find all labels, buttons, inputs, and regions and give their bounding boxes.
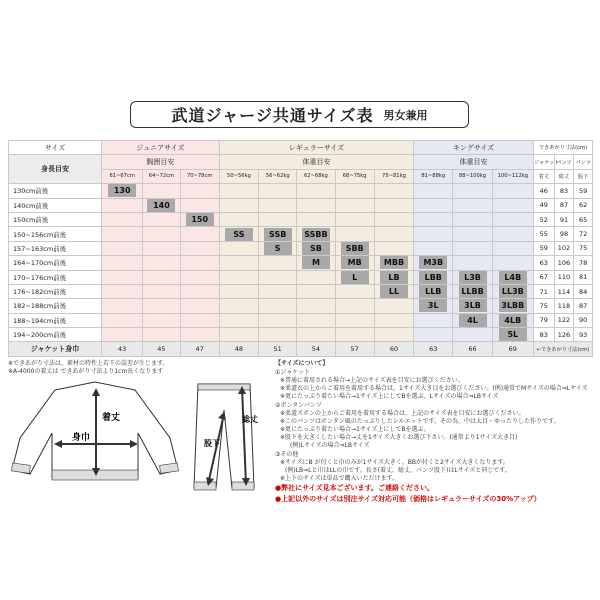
size-cell <box>180 270 219 284</box>
range-cell: 50~56kg <box>219 169 258 183</box>
size-cell <box>297 241 335 255</box>
size-cell <box>453 256 492 270</box>
range-cell: 68~75kg <box>335 169 374 183</box>
size-cell <box>374 184 413 198</box>
size-cell <box>453 284 492 298</box>
size-cell <box>219 227 258 241</box>
size-cell <box>374 299 413 313</box>
height-cell: 188~194cm前後 <box>9 313 102 327</box>
chest-guide-header: 胸囲目安 <box>102 155 220 169</box>
size-cell <box>219 313 258 327</box>
dimension-cell: 81 <box>574 270 593 284</box>
size-badge: 3L <box>419 299 447 312</box>
section-3c: ※上下のサイズは単品で購入いただけます。 <box>280 475 399 482</box>
pants-header-2: パンツ <box>574 155 593 169</box>
height-cell: 164~170cm前後 <box>9 256 102 270</box>
size-cell <box>335 198 374 212</box>
size-cell <box>102 212 143 226</box>
section-1c: ※更にたっぷり着たい場合→1サイズ上にしてBを選ぶ。Lサイズの場合⇒LBサイズ <box>280 393 499 400</box>
size-cell <box>453 184 492 198</box>
height-cell: 176~182cm前後 <box>9 284 102 298</box>
size-cell <box>143 328 180 342</box>
size-cell <box>335 313 374 327</box>
pants-waist-label: 総丈 <box>242 415 258 424</box>
size-cell <box>492 313 533 327</box>
finished-size-note: ←できあがり寸法(cm) <box>533 342 592 356</box>
size-cell <box>259 299 297 313</box>
size-cell <box>180 256 219 270</box>
size-cell <box>414 270 453 284</box>
size-cell <box>374 227 413 241</box>
page-title: 武道ジャージ共通サイズ表 <box>171 106 374 125</box>
dimension-cell: 87 <box>554 198 574 212</box>
jacket-width-cell: 45 <box>143 342 180 356</box>
size-cell <box>219 284 258 298</box>
dimension-cell: 78 <box>574 256 593 270</box>
size-cell <box>414 212 453 226</box>
range-cell: 75~81kg <box>374 169 413 183</box>
dimension-cell: 98 <box>554 227 574 241</box>
height-cell: 182~188cm前後 <box>9 299 102 313</box>
height-cell: 150~156cm前後 <box>9 227 102 241</box>
size-cell <box>374 256 413 270</box>
size-cell <box>297 284 335 298</box>
size-cell <box>143 256 180 270</box>
size-cell <box>102 270 143 284</box>
dimension-cell: 59 <box>574 184 593 198</box>
size-cell <box>414 313 453 327</box>
size-cell <box>143 313 180 327</box>
size-cell <box>259 256 297 270</box>
size-badge: 3LBB <box>499 299 527 312</box>
dimension-cell: 90 <box>574 313 593 327</box>
size-cell <box>180 198 219 212</box>
size-cell <box>414 241 453 255</box>
dimension-cell: 72 <box>574 227 593 241</box>
table-row <box>9 227 593 241</box>
size-cell <box>219 241 258 255</box>
size-badge: LL <box>380 285 408 298</box>
size-cell <box>492 241 533 255</box>
size-cell <box>414 284 453 298</box>
size-cell <box>219 256 258 270</box>
size-cell <box>414 299 453 313</box>
size-cell <box>492 284 533 298</box>
size-cell <box>335 241 374 255</box>
range-cell: 64~72cm <box>143 169 180 183</box>
jacket-width-label: ジャケット身巾 <box>9 342 102 356</box>
size-cell <box>374 241 413 255</box>
dimension-cell: 59 <box>533 241 554 255</box>
section-2c: ※更にたっぷり着たい場合→1サイズ上にしてBを選ぶ。 <box>280 426 430 433</box>
size-cell <box>297 212 335 226</box>
dimension-cell: 55 <box>533 227 554 241</box>
size-cell <box>374 270 413 284</box>
size-cell <box>335 227 374 241</box>
jacket-width-cell: 54 <box>297 342 335 356</box>
size-cell <box>335 270 374 284</box>
dimension-cell: 71 <box>533 284 554 298</box>
section-1: ①ジャケット <box>275 369 310 376</box>
size-cell <box>102 227 143 241</box>
height-cell: 194~200cm前後 <box>9 328 102 342</box>
dimension-cell: 75 <box>574 241 593 255</box>
dimension-cell: 49 <box>533 198 554 212</box>
size-badge: L3B <box>459 271 487 284</box>
size-cell <box>180 313 219 327</box>
size-cell <box>297 270 335 284</box>
size-cell <box>102 198 143 212</box>
size-cell <box>219 198 258 212</box>
height-cell: 130cm前後 <box>9 184 102 198</box>
size-cell <box>219 184 258 198</box>
dimension-cell: 118 <box>554 299 574 313</box>
dimension-cell: 67 <box>533 270 554 284</box>
size-cell <box>414 198 453 212</box>
size-cell <box>180 212 219 226</box>
dimension-cell: 87 <box>574 299 593 313</box>
height-cell: 170~176cm前後 <box>9 270 102 284</box>
size-cell <box>297 256 335 270</box>
size-cell <box>335 184 374 198</box>
weight-guide-header: 体重目安 <box>219 155 413 169</box>
jacket-diagram <box>10 378 180 488</box>
jacket-header: ジャケット <box>533 155 554 169</box>
size-table <box>8 140 593 357</box>
jacket-width-cell: 57 <box>335 342 374 356</box>
jacket-width-cell: 43 <box>102 342 143 356</box>
size-cell <box>180 184 219 198</box>
waist-header: 総丈 <box>554 169 574 183</box>
size-cell <box>219 212 258 226</box>
size-cell <box>492 212 533 226</box>
size-cell <box>335 256 374 270</box>
dimension-cell: 65 <box>574 212 593 226</box>
dimension-cell: 110 <box>554 270 574 284</box>
size-cell <box>143 299 180 313</box>
size-cell <box>143 212 180 226</box>
size-cell <box>492 256 533 270</box>
size-cell <box>453 328 492 342</box>
size-badge: MB <box>341 256 369 269</box>
section-2: ②ボンタンパンツ <box>275 402 322 409</box>
size-badge: MBB <box>380 256 408 269</box>
size-cell <box>414 227 453 241</box>
size-cell <box>180 299 219 313</box>
size-cell <box>143 184 180 198</box>
size-cell <box>259 284 297 298</box>
size-badge: LL3B <box>499 285 527 298</box>
size-cell <box>102 184 143 198</box>
height-cell: 140cm前後 <box>9 198 102 212</box>
table-row <box>9 184 593 198</box>
size-badge: S <box>264 242 292 255</box>
dimension-cell: 114 <box>554 284 574 298</box>
table-row <box>9 313 593 327</box>
range-cell: 61~67cm <box>102 169 143 183</box>
height-cell: 157~163cm前後 <box>9 241 102 255</box>
size-cell <box>219 270 258 284</box>
regular-header: レギュラーサイズ <box>219 141 413 155</box>
junior-header: ジュニアサイズ <box>102 141 220 155</box>
size-badge: 5L <box>499 328 527 341</box>
dimension-cell: 84 <box>574 284 593 298</box>
size-badge: LLB <box>419 285 447 298</box>
dimension-cell: 79 <box>533 313 554 327</box>
page-subtitle: 男女兼用 <box>383 108 428 122</box>
section-1b: ※柔道衣の上からご着用を着用する場合は、1サイズ大き目をお選びください。(例)通常でMサイズの場合⇒Lサイズ <box>280 385 588 392</box>
jacket-width-cell: 48 <box>219 342 258 356</box>
jacket-width-cell: 51 <box>259 342 297 356</box>
size-cell <box>143 284 180 298</box>
range-cell: 56~62kg <box>259 169 297 183</box>
size-cell <box>102 284 143 298</box>
size-cell <box>297 313 335 327</box>
table-row <box>9 198 593 212</box>
size-badge: M <box>302 256 330 269</box>
dimension-cell: 46 <box>533 184 554 198</box>
size-cell <box>143 270 180 284</box>
size-cell <box>259 313 297 327</box>
size-badge: SSBB <box>302 228 330 241</box>
dimension-cell: 106 <box>554 256 574 270</box>
size-badge: M3B <box>419 256 447 269</box>
section-3b: (例)LB⇒Lと巾はLLの巾です。長さ(着丈、総丈、パンツ股下)はLサイズと同じです。 <box>285 467 511 474</box>
inseam-header: 股下 <box>574 169 593 183</box>
size-cell <box>453 227 492 241</box>
length-header: 着丈 <box>533 169 554 183</box>
size-cell <box>453 241 492 255</box>
king-weight-guide-header: 体重目安 <box>414 155 534 169</box>
size-cell <box>335 299 374 313</box>
size-cell <box>374 212 413 226</box>
size-cell <box>374 198 413 212</box>
king-header: キングサイズ <box>414 141 534 155</box>
size-cell <box>492 299 533 313</box>
size-cell <box>180 227 219 241</box>
size-cell <box>492 184 533 198</box>
dimension-cell: 122 <box>554 313 574 327</box>
table-row <box>9 299 593 313</box>
size-cell <box>414 328 453 342</box>
dimension-cell: 126 <box>554 328 574 342</box>
finished-size-header: できあがり寸法(cm) <box>533 141 592 155</box>
size-badge: L <box>341 271 369 284</box>
size-badge: SS <box>225 228 253 241</box>
table-row <box>9 270 593 284</box>
size-badge: 130 <box>108 184 136 197</box>
size-cell <box>492 227 533 241</box>
range-cell: 88~100kg <box>453 169 492 183</box>
table-row <box>9 212 593 226</box>
section-2b: ※このパンツはボンタン風のたっぷりしたシルエットです。その為、中は太目・ゆったりした作りです。 <box>280 418 560 425</box>
size-cell <box>492 270 533 284</box>
size-cell <box>180 328 219 342</box>
dimension-cell: 102 <box>554 241 574 255</box>
size-cell <box>102 313 143 327</box>
size-cell <box>453 299 492 313</box>
size-cell <box>453 313 492 327</box>
size-cell <box>414 256 453 270</box>
note-2: ※A-4000の着丈は できあがり寸法より1cm長くなります <box>8 368 164 375</box>
size-cell <box>492 328 533 342</box>
section-2e: (例)Lサイズの場合⇒LBサイズ <box>290 442 370 449</box>
about-heading: 【サイズについて】 <box>275 360 329 367</box>
size-badge: LLBB <box>459 285 487 298</box>
size-cell <box>297 227 335 241</box>
size-cell <box>453 198 492 212</box>
size-badge: LBB <box>419 271 447 284</box>
note-1: ※できあがり寸法は、素材の特性上若干の誤差が生じます。 <box>8 360 169 367</box>
size-cell <box>259 212 297 226</box>
size-cell <box>374 313 413 327</box>
jacket-width-cell: 66 <box>453 342 492 356</box>
pants-diagram <box>184 380 264 495</box>
height-guide-header: 身長目安 <box>9 155 102 184</box>
section-3a: ※サイズにB が付くと巾のみが1サイズ大きく、BBが付くと2サイズ大きくなります。 <box>280 459 509 466</box>
jacket-length-label: 着丈 <box>102 413 121 423</box>
size-badge: 150 <box>186 213 214 226</box>
size-cell <box>492 198 533 212</box>
section-1a: ※普通に着用される場合→上記のサイズ表を目安にお選びください。 <box>280 377 464 384</box>
dimension-cell: 91 <box>554 212 574 226</box>
size-cell <box>453 212 492 226</box>
size-badge: SB <box>302 242 330 255</box>
dimension-cell: 52 <box>533 212 554 226</box>
size-cell <box>453 270 492 284</box>
size-cell <box>297 328 335 342</box>
dimension-cell: 93 <box>574 328 593 342</box>
size-cell <box>374 284 413 298</box>
size-cell <box>259 198 297 212</box>
jacket-width-cell: 47 <box>180 342 219 356</box>
table-row <box>9 328 593 342</box>
size-badge: 4LB <box>499 314 527 327</box>
size-cell <box>335 328 374 342</box>
size-badge: SSB <box>264 228 292 241</box>
size-cell <box>180 284 219 298</box>
size-cell <box>335 212 374 226</box>
range-cell: 62~68kg <box>297 169 335 183</box>
size-cell <box>102 241 143 255</box>
size-cell <box>259 184 297 198</box>
dimension-cell: 83 <box>533 328 554 342</box>
range-cell: 100~112kg <box>492 169 533 183</box>
height-cell: 150cm前後 <box>9 212 102 226</box>
size-cell <box>219 328 258 342</box>
dimension-cell: 62 <box>574 198 593 212</box>
size-cell <box>143 227 180 241</box>
size-cell <box>335 284 374 298</box>
jacket-width-cell: 63 <box>414 342 453 356</box>
size-cell <box>297 299 335 313</box>
size-cell <box>374 328 413 342</box>
table-row <box>9 284 593 298</box>
jacket-width-cell: 60 <box>374 342 413 356</box>
dimension-cell: 83 <box>554 184 574 198</box>
size-badge: 3LB <box>459 299 487 312</box>
jacket-chest-label: 身巾 <box>72 433 91 443</box>
size-cell <box>102 299 143 313</box>
section-2d: ※股下を大きくしたい場合→丈を1サイズ大きくお選び下さい。(通常より1サイズ大き目) <box>280 434 518 441</box>
size-cell <box>102 256 143 270</box>
size-badge: L4B <box>499 271 527 284</box>
size-badge: LB <box>380 271 408 284</box>
size-cell <box>219 299 258 313</box>
size-cell <box>259 241 297 255</box>
size-cell <box>143 198 180 212</box>
size-cell <box>259 227 297 241</box>
dimension-cell: 63 <box>533 256 554 270</box>
table-row <box>9 256 593 270</box>
size-badge: 4L <box>459 314 487 327</box>
notice-custom: ●上記以外のサイズは別注サイズ対応可能（価格はレギュラーサイズの30%アップ） <box>275 495 541 503</box>
size-cell <box>297 198 335 212</box>
section-3: ③その他 <box>275 451 299 458</box>
size-cell <box>143 241 180 255</box>
size-badge: 140 <box>147 199 175 212</box>
range-cell: 70~78cm <box>180 169 219 183</box>
pants-header: パンツ <box>554 155 574 169</box>
size-badge: SBB <box>341 242 369 255</box>
size-cell <box>180 241 219 255</box>
size-header: サイズ <box>9 141 102 155</box>
size-cell <box>297 184 335 198</box>
section-2a: ※柔道ズボンの上からご着用を着用する場合は、上記のサイズ表を目安にお選びください。 <box>280 410 525 417</box>
size-cell <box>259 270 297 284</box>
notice-sample: ●弊社にサイズ見本ございます。ご連絡ください。 <box>275 484 434 492</box>
size-cell <box>259 328 297 342</box>
jacket-width-cell: 69 <box>492 342 533 356</box>
pants-inseam-label: 股下 <box>204 439 220 448</box>
dimension-cell: 75 <box>533 299 554 313</box>
size-cell <box>414 184 453 198</box>
range-cell: 81~88kg <box>414 169 453 183</box>
size-cell <box>102 328 143 342</box>
table-row <box>9 241 593 255</box>
title-box <box>130 101 469 128</box>
